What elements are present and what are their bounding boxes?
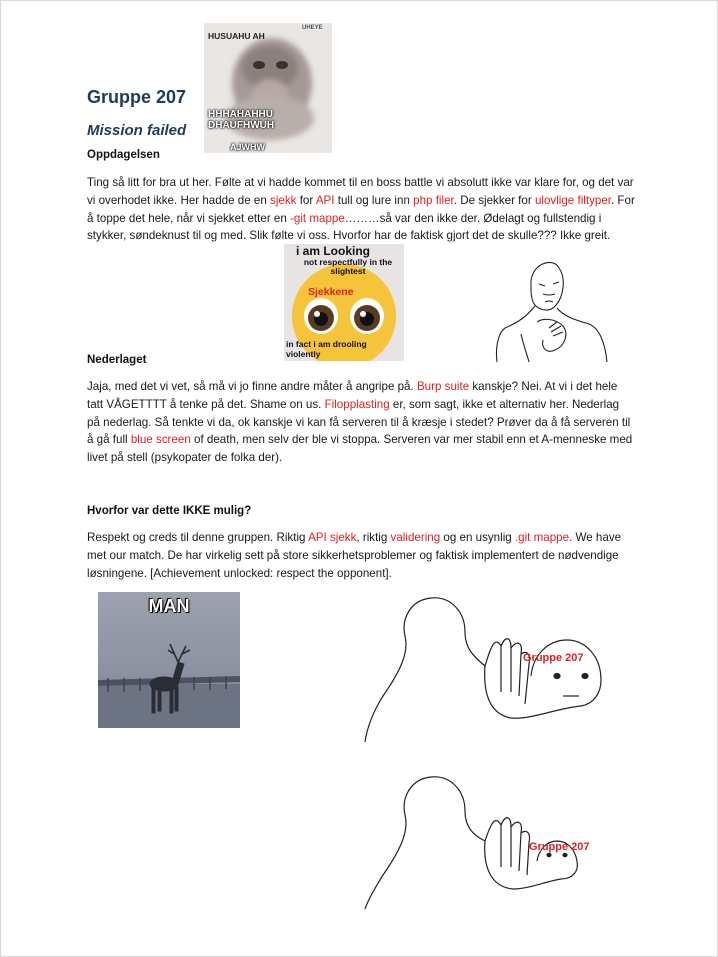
section-body-hvorfor (87, 529, 635, 582)
body-text: Jaja, med det vi vet, så må vi jo finne andre måter å angripe på. (87, 380, 417, 393)
hand-meme-top-label: Gruppe 207 (523, 652, 584, 664)
body-text: , riktig (356, 531, 391, 544)
hand-meme-bottom-label: Gruppe 207 (529, 841, 590, 853)
sketch-man-drawing (493, 256, 611, 362)
page-title: Gruppe 207 (87, 87, 187, 107)
cat-meme-bottom-text: HHHAHAHHU DHAUFHWUH (208, 109, 275, 131)
body-text: og en usynlig (440, 531, 515, 544)
section-heading-oppdagelsen: Oppdagelsen (87, 149, 160, 161)
hand-push-drawing-top (361, 596, 613, 742)
body-text: er, som sagt, ikke et alternativ her. Nederlag på nederlag. Så tenkte vi da, ok kanskje vi kan få serveren til å kræsje i stedet? Prøver da å få serveren til å gå full (87, 397, 631, 447)
highlighted-term: Burp suite (416, 380, 470, 393)
highlighted-term: php filer (413, 193, 454, 207)
highlighted-term: sjekk (270, 193, 297, 207)
highlighted-term: ulovlige filtyper (534, 193, 611, 207)
man-meme-caption: MAN (148, 596, 190, 616)
highlighted-term: API (315, 193, 335, 207)
section-heading-nederlaget: Nederlaget (87, 354, 147, 366)
body-text: ………så var den ikke der. Ødelagt og fullstendig i stykker, søndeknust til og med. Slik følte vi oss. Hvorfor har de faktisk gjort det de skulle??? Ikke greit. (87, 211, 611, 243)
highlighted-term: Filopplasting (324, 397, 390, 411)
highlighted-term: API sjekk (308, 531, 357, 544)
body-text: tull og lure inn (334, 193, 414, 207)
emoji-meme-top-text: i am Looking (296, 244, 371, 258)
section-heading-hvorfor: Hvorfor var dette IKKE mulig? (87, 505, 252, 517)
section-body-oppdagelsen (87, 174, 635, 245)
highlighted-term: .git mappe (514, 531, 570, 544)
cat-meme-image (204, 23, 332, 153)
section-body-nederlaget (87, 378, 635, 467)
cat-meme-corner-text: UHEYE (302, 25, 323, 31)
hand-push-meme-top (361, 596, 613, 742)
highlighted-term: blue screen (130, 433, 191, 447)
drooling-emoji-meme (284, 244, 404, 361)
sketch-man-thinking-image (493, 256, 611, 362)
emoji-meme-top-text-2: not respectfully in the slightest (303, 257, 393, 276)
highlighted-term: validering (390, 531, 441, 544)
emoji-meme-bottom-text: in fact i am drooling violently (286, 339, 367, 359)
cat-meme-bottom-text-2: AJWHW (230, 142, 265, 152)
body-text: . We have met our match. De har virkelig sett på store sikkerhetsproblemer og faktisk implementert de nødvendige løsningene. [Achievement unlocked: respect the opponent]. (87, 531, 622, 580)
cat-meme-drawing (204, 23, 332, 153)
body-text: of death, men selv der ble vi stoppa. Serveren var mer stabil enn et A-menneske med livet på stell (psykopater de folka der). (87, 433, 633, 465)
man-deer-meme-image (98, 592, 240, 728)
cat-meme-top-text: HUSUAHU AH (208, 31, 265, 41)
body-text: Ting så litt for bra ut her. Følte at vi hadde kommet til en boss battle vi absolutt ikke var klare for, og det var vi overhodet ikke. Her hadde de en (87, 176, 634, 207)
body-text: . For å toppe det hele, når vi sjekket etter en (87, 193, 635, 225)
body-text: kanskje? Nei. At vi i det hele tatt VÅGETTTT å tenke på det. Shame on us. (87, 380, 618, 411)
body-text: for (296, 193, 316, 207)
emoji-meme-sjekkene-label: Sjekkene (308, 286, 354, 298)
body-text: . De sjekker for (453, 193, 535, 207)
body-text: Respekt og creds til denne gruppen. Riktig (87, 531, 309, 544)
hand-push-meme-bottom (361, 775, 613, 909)
page-subtitle: Mission failed (87, 122, 187, 139)
highlighted-term: -git mappe (290, 211, 345, 225)
